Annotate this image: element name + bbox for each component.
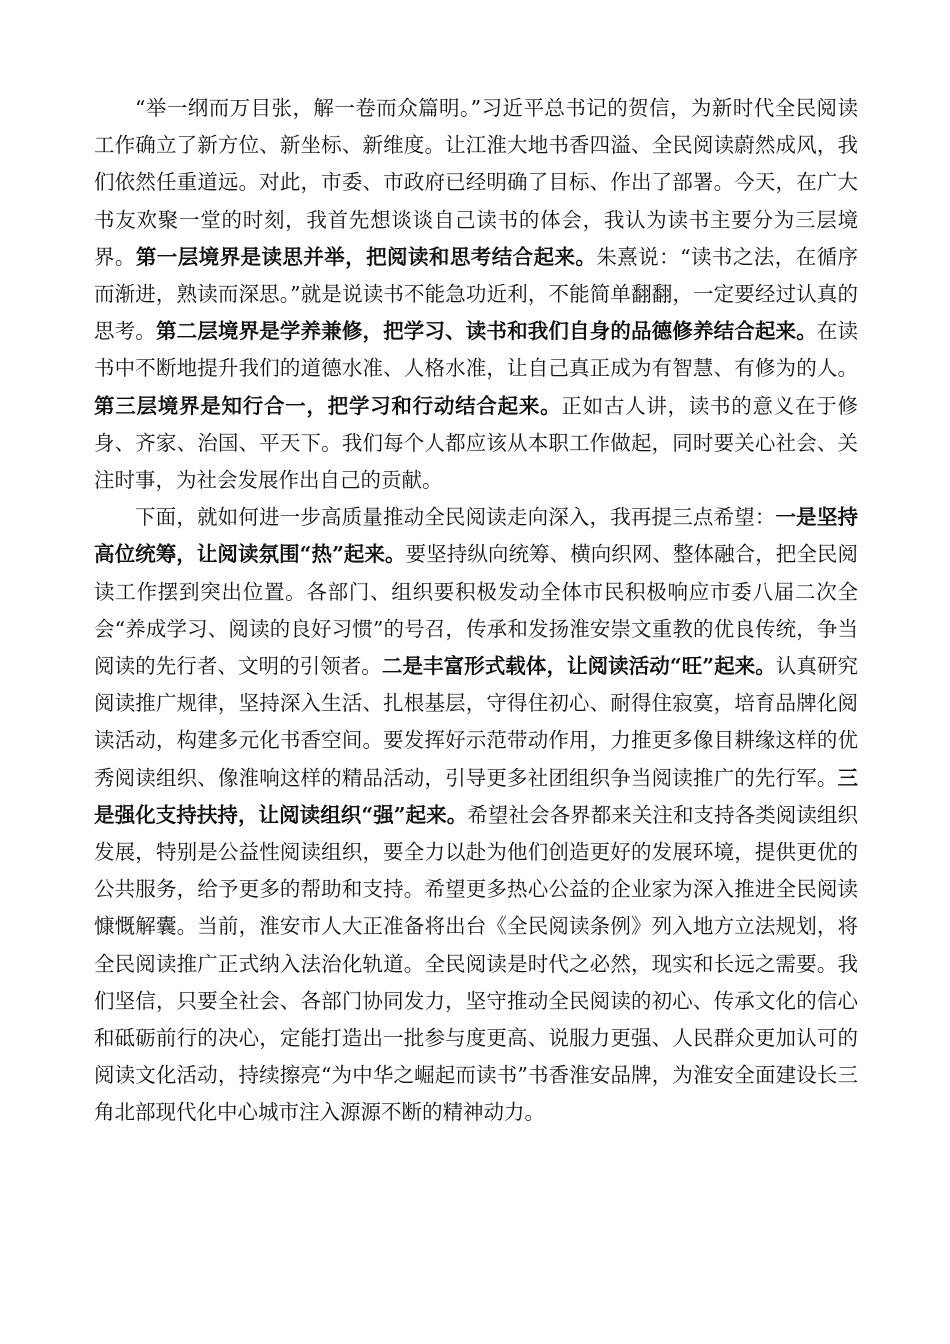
para1-level-three-heading: 第三层境界是知行合一，把学习和行动结合起来。 [94, 393, 562, 418]
para2-hope-two-heading: 二是丰富形式载体，让阅读活动“旺”起来。 [381, 654, 776, 679]
para1-level-one-heading: 第一层境界是读思并举，把阅读和思考结合起来。 [135, 244, 597, 269]
para2-hope-one-text: 要坚持纵向统筹、横向织网、整体融合，把全民阅读工作摆到突出位置。各部门、组织要积极发动全体市民积极响应市委八届二次全会“养成学习、阅读的良好习惯”的号召，传承和发扬淮安崇文重教的优良传统，争当阅读的先行者、文明的引领者。 [94, 542, 858, 679]
para2-hope-three-heading: 三是强化支持扶持，让阅读组织“强”起来。 [94, 765, 858, 827]
paragraph-1 [94, 90, 858, 499]
paragraph-2 [94, 499, 858, 1131]
para2-hope-two-text: 认真研究阅读推广规律，坚持深入生活、扎根基层，守得住初心、耐得住寂寞，培育品牌化阅读活动，构建多元化书香空间。要发挥好示范带动作用，力推更多像目耕缘这样的优秀阅读组织、像淮响这样的精品活动，引导更多社团组织争当阅读推广的先行军。 [94, 654, 859, 790]
para2-hope-three-text: 希望社会各界都来关注和支持各类阅读组织发展，特别是公益性阅读组织，要全力以赴为他们创造更好的发展环境，提供更优的公共服务，给予更多的帮助和支持。希望更多热心公益的企业家为深入推进全民阅读慷慨解囊。当前，淮安市人大正准备将出台《全民阅读条例》列入地方立法规划，将全民阅读推广正式纳入法治化轨道。全民阅读是时代之必然，现实和长远之需要。我们坚信，只要全社会、各部门协同发力，坚守推动全民阅读的初心、传承文化的信心和砥砺前行的决心，定能打造出一批参与度更高、说服力更强、人民群众更加认可的阅读文化活动，持续擦亮“为中华之崛起而读书”书香淮安品牌，为淮安全面建设长三角北部现代化中心城市注入源源不断的精神动力。 [94, 802, 858, 1125]
para2-hope-one-heading: 一是坚持高位统筹，让阅读氛围“热”起来。 [94, 505, 859, 567]
para1-level-one-text: 朱熹说：“读书之法，在循序而渐进，熟读而深思。”就是说读书不能急功近利，不能简单翻翻，一定要经过认真的思考。 [94, 244, 859, 344]
document-page [94, 90, 858, 1132]
para1-level-two-text: 在读书中不断地提升我们的道德水准、人格水准，让自己真正成为有智慧、有修为的人。 [94, 319, 859, 381]
para2-intro: 下面，就如何进一步高质量推动全民阅读走向深入，我再提三点希望： [135, 505, 776, 530]
para1-intro: “举一纲而万目张，解一卷而众篇明。”习近平总书记的贺信，为新时代全民阅读工作确立了新方位、新坐标、新维度。让江淮大地书香四溢、全民阅读蔚然成风，我们依然任重道远。对此，市委、市政府已经明确了目标、作出了部署。今天，在广大书友欢聚一堂的时刻，我首先想谈谈自己读书的体会，我认为读书主要分为三层境界。 [94, 96, 858, 269]
para1-level-three-text: 正如古人讲，读书的意义在于修身、齐家、治国、平天下。我们每个人都应该从本职工作做起，同时要关心社会、关注时事，为社会发展作出自己的贡献。 [94, 393, 859, 493]
para1-level-two-heading: 第二层境界是学养兼修，把学习、读书和我们自身的品德修养结合起来。 [155, 319, 817, 344]
